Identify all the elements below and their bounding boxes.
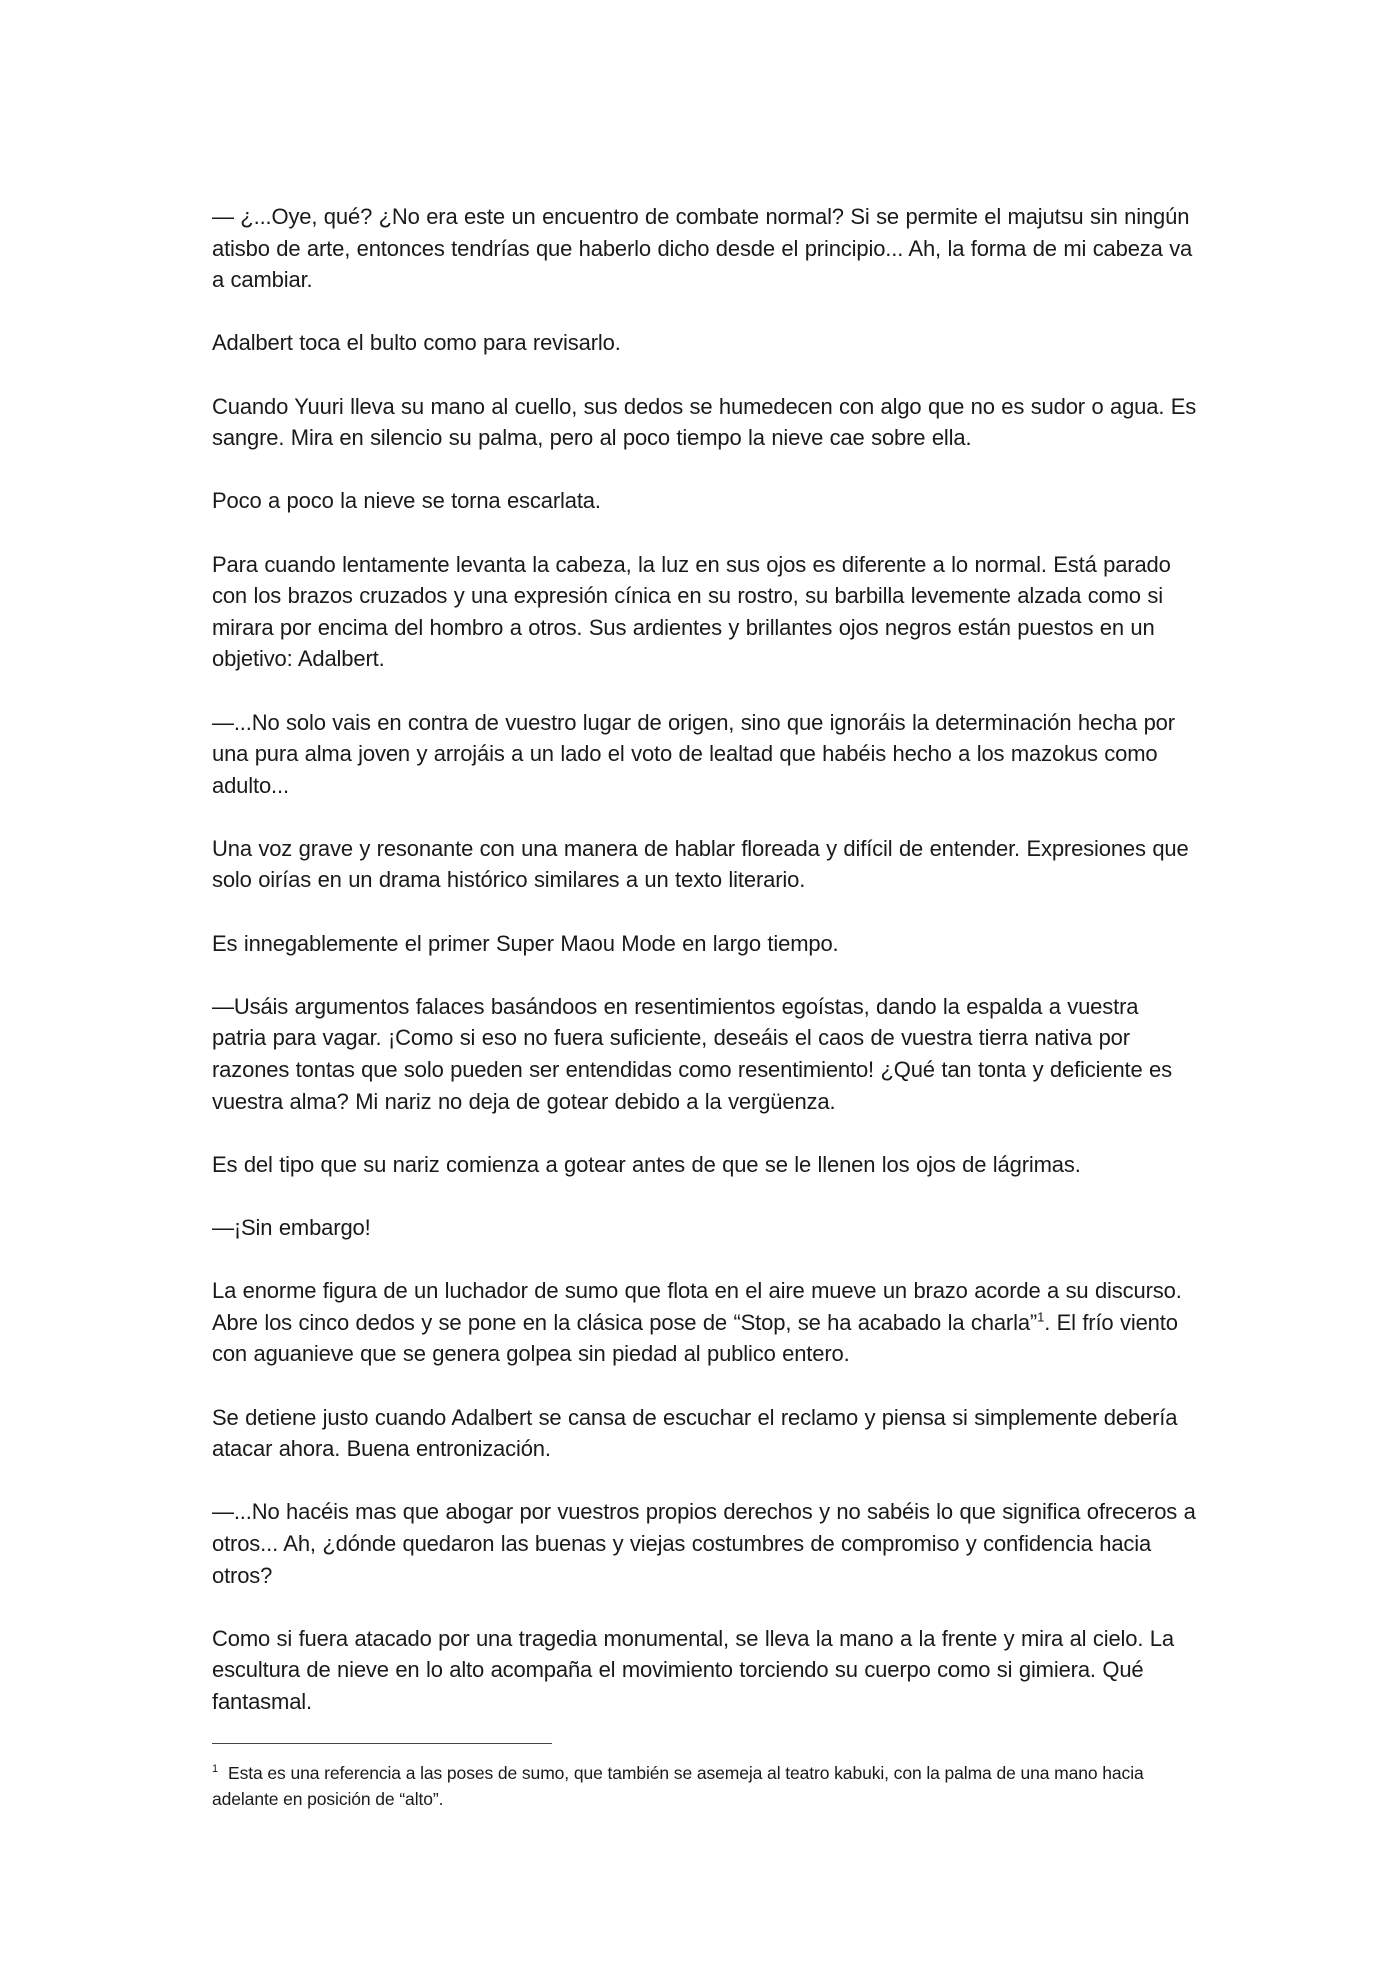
paragraph: — ¿...Oye, qué? ¿No era este un encuentro de combate normal? Si se permite el majutsu sin ningún atisbo de arte, entonces tendrías que haberlo dicho desde el principio... Ah, la forma de mi cabeza va a cambiar.	[212, 204, 1193, 293]
paragraph: Poco a poco la nieve se torna escarlata.	[212, 488, 601, 514]
paragraph: Una voz grave y resonante con una manera de hablar floreada y difícil de entender. Expresiones que solo oirías en un drama histórico similares a un texto literario.	[212, 835, 1189, 893]
paragraph: —¡Sin embargo!	[212, 1215, 371, 1240]
paragraph: Como si fuera atacado por una tragedia monumental, se lleva la mano a la frente y mira al cielo. La escultura de nieve en lo alto acompaña el movimiento torciendo su cuerpo como si gimiera. Qué fantasmal.	[212, 1625, 1174, 1714]
paragraph: —...No hacéis mas que abogar por vuestros propios derechos y no sabéis lo que significa ofreceros a otros... Ah, ¿dónde quedaron las buenas y viejas costumbres de compromiso y confidencia hacia otros?	[212, 1499, 1196, 1588]
paragraph: Es innegablemente el primer Super Maou Mode en largo tiempo.	[212, 930, 839, 956]
paragraph: Cuando Yuuri lleva su mano al cuello, sus dedos se humedecen con algo que no es sudor o agua. Es sangre. Mira en silencio su palma, pero al poco tiempo la nieve cae sobre ella.	[212, 393, 1197, 451]
paragraph-text-before-note: La enorme figura de un luchador de sumo que flota en el aire mueve un brazo acorde a su discurso. Abre los cinco dedos y se pone en la clásica pose de “Stop, se ha acabado la charla”	[212, 1278, 1182, 1335]
footnote-reference[interactable]: 1	[1037, 1309, 1045, 1325]
paragraph: Para cuando lentamente levanta la cabeza, la luz en sus ojos es diferente a lo normal. Está parado con los brazos cruzados y una expresión cínica en su rostro, su barbilla levemente alzada como si mirara por encima del hombro a otros. Sus ardientes y brillantes ojos negros están puestos en un objetivo: Adalbert.	[212, 551, 1171, 672]
footnote-divider	[212, 1743, 552, 1744]
paragraph: —Usáis argumentos falaces basándoos en resentimientos egoístas, dando la espalda a vuestra patria para vagar. ¡Como si eso no fuera suficiente, deseáis el caos de vuestra tierra nativa por razones tontas que solo pueden ser entendidas como resentimiento! ¿Qué tan tonta y deficiente es vuestra alma? Mi nariz no deja de gotear debido a la vergüenza.	[212, 993, 1172, 1114]
footnote	[212, 1760, 1172, 1812]
body-text	[212, 201, 1198, 1718]
paragraph-with-footnote	[212, 1275, 1198, 1370]
paragraph: Es del tipo que su nariz comienza a gotear antes de que se le llenen los ojos de lágrimas.	[212, 1151, 1081, 1177]
paragraph-text-after-note: . El frío viento con aguanieve que se genera golpea sin piedad al publico entero.	[212, 1309, 1178, 1367]
paragraph: Adalbert toca el bulto como para revisarlo.	[212, 330, 621, 356]
footnote-text: Esta es una referencia a las poses de sumo, que también se asemeja al teatro kabuki, con la palma de una mano hacia adelante en posición de “alto”.	[212, 1763, 1144, 1809]
paragraph: Se detiene justo cuando Adalbert se cansa de escuchar el reclamo y piensa si simplemente debería atacar ahora. Buena entronización.	[212, 1404, 1178, 1462]
paragraph: —...No solo vais en contra de vuestro lugar de origen, sino que ignoráis la determinación hecha por una pura alma joven y arrojáis a un lado el voto de lealtad que habéis hecho a los mazokus como adulto...	[212, 709, 1175, 798]
footnote-mark: 1	[212, 1763, 219, 1776]
